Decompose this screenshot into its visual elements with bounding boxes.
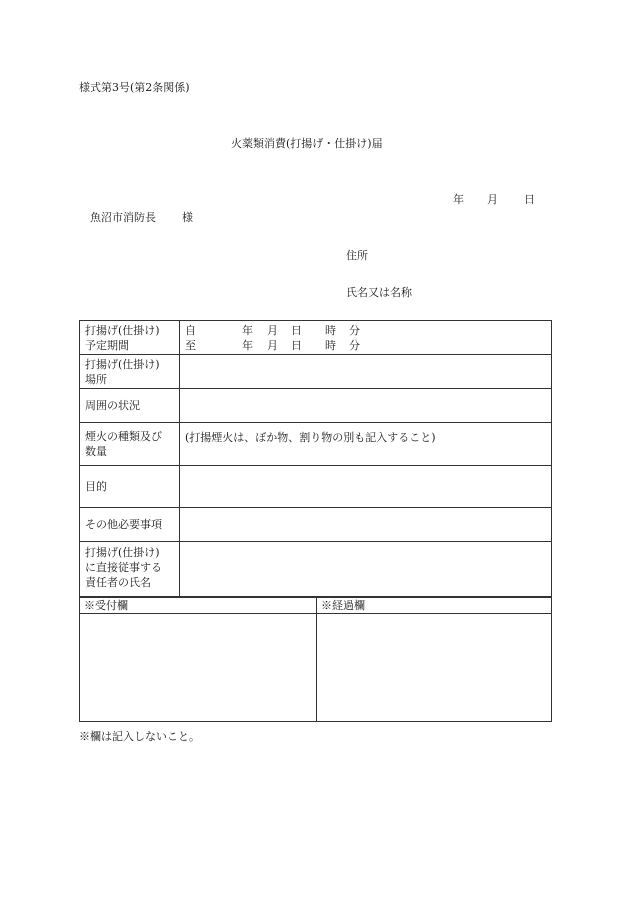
purpose-row [80,466,552,508]
period-from-hour: 時 [325,324,336,337]
place-row [80,355,552,389]
period-label [80,321,180,355]
footnote: ※欄は記入しないこと。 [79,730,200,743]
surroundings-label-text: 周囲の状況 [85,399,140,412]
period-from-month: 月 [267,324,278,337]
responsible-label-line-2: に直接従事する [85,561,162,574]
fireworks-note: (打揚煙火は、ぼか物、割り物の別も記入すること) [185,431,436,444]
responsible-label [80,542,180,597]
surroundings-row [80,389,552,423]
date-year: 年 [453,193,464,206]
addressee: 魚沼市消防長 [90,211,156,224]
period-to-prefix: 至 [185,339,196,352]
period-to-month: 月 [267,339,278,352]
fireworks-label-line-1: 煙火の種類及び [85,430,162,443]
other-label [80,508,180,542]
period-to-line [185,338,551,353]
responsible-row [80,542,552,597]
purpose-value[interactable] [180,466,552,508]
reception-box [80,614,317,722]
surroundings-label [80,389,180,423]
purpose-label-text: 目的 [85,480,107,493]
period-from-day: 日 [291,324,302,337]
reception-header [80,598,317,614]
process-header [317,598,552,614]
responsible-value[interactable] [180,542,552,597]
place-label-line-1: 打揚げ(仕掛け) [85,358,160,371]
period-to-year: 年 [242,339,253,352]
period-to-minute: 分 [349,339,360,352]
address-label: 住所 [346,249,368,262]
fireworks-label-line-2: 数量 [85,445,107,458]
fireworks-row [80,423,552,466]
place-label [80,355,180,389]
period-label-line-2: 予定期間 [85,339,129,352]
office-use-table [79,597,552,722]
date-month: 月 [487,193,498,206]
office-use-header-row [80,598,552,614]
period-to-hour: 時 [325,339,336,352]
responsible-label-line-1: 打揚げ(仕掛け) [85,546,160,559]
document-title: 火薬類消費(打揚げ・仕掛け)届 [231,137,383,150]
place-value[interactable] [180,355,552,389]
office-use-body-row [80,614,552,722]
other-row [80,508,552,542]
form-number: 様式第3号(第2条関係) [79,81,190,94]
purpose-label [80,466,180,508]
period-from-prefix: 自 [185,324,196,337]
name-label: 氏名又は名称 [346,286,412,299]
place-label-line-2: 場所 [85,373,107,386]
period-row [80,321,552,355]
date-day: 日 [524,193,535,206]
reception-label: ※受付欄 [84,599,128,612]
period-from-line [185,323,551,338]
period-from-year: 年 [242,324,253,337]
responsible-label-line-3: 責任者の氏名 [85,576,151,589]
other-label-text: その他必要事項 [85,518,162,531]
surroundings-value[interactable] [180,389,552,423]
period-from-minute: 分 [349,324,360,337]
honorific: 様 [182,211,193,224]
period-to-day: 日 [291,339,302,352]
notification-form-table [79,320,552,597]
period-label-line-1: 打揚げ(仕掛け) [85,324,160,337]
period-value[interactable] [180,321,552,355]
process-box [317,614,552,722]
fireworks-label [80,423,180,466]
other-value[interactable] [180,508,552,542]
fireworks-value[interactable] [180,423,552,466]
process-label: ※経過欄 [321,599,365,612]
